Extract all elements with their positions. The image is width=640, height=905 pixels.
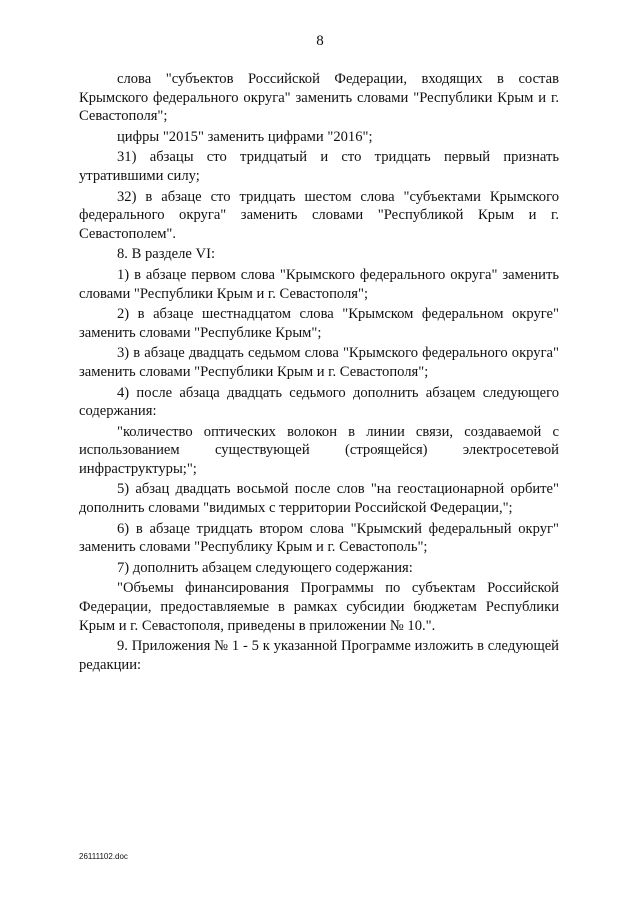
paragraph-3: 31) абзацы сто тридцатый и сто тридцать первый признать утратившими силу;: [79, 149, 559, 184]
paragraph-1: слова "субъектов Российской Федерации, входящих в состав Крымского федерального округа" заменить словами "Республики Крым и г. Севастополя";: [79, 71, 559, 125]
paragraph-4: 32) в абзаце сто тридцать шестом слова "субъектами Крымского федерального округа" заменить словами "Республикой Крым и г. Севастополем".: [79, 188, 559, 242]
paragraph-8: 3) в абзаце двадцать седьмом слова "Крымского федерального округа" заменить словами "Республики Крым и г. Севастополя";: [79, 345, 559, 380]
page-number: 8: [316, 33, 324, 49]
paragraph-13: 7) дополнить абзацем следующего содержания:: [117, 559, 413, 576]
document-file-code: 26111102.doc: [79, 852, 128, 861]
paragraph-7: 2) в абзаце шестнадцатом слова "Крымском федеральном округе" заменить словами "Республике Крым";: [79, 306, 559, 341]
paragraph-15: 9. Приложения № 1 - 5 к указанной Программе изложить в следующей редакции:: [79, 638, 559, 673]
paragraph-10: "количество оптических волокон в линии связи, создаваемой с использованием существующей (строящейся) электросетевой инфраструктуры;";: [79, 423, 559, 477]
paragraph-14: "Объемы финансирования Программы по субъектам Российской Федерации, предоставляемые в рамках субсидии бюджетам Республики Крым и г. Севастополя, приведены в приложении № 10.".: [79, 580, 559, 634]
paragraph-9: 4) после абзаца двадцать седьмого дополнить абзацем следующего содержания:: [79, 384, 559, 420]
paragraph-12: 6) в абзаце тридцать втором слова "Крымский федеральный округ" заменить словами "Республику Крым и г. Севастополь";: [79, 520, 559, 556]
paragraph-5: 8. В разделе VI:: [117, 246, 216, 263]
paragraph-6: 1) в абзаце первом слова "Крымского федерального округа" заменить словами "Республики Крым и г. Севастополя";: [79, 266, 559, 302]
paragraph-2: цифры "2015" заменить цифрами "2016";: [117, 128, 373, 145]
paragraph-11: 5) абзац двадцать восьмой после слов "на геостационарной орбите" дополнить словами "видимых с территории Российской Федерации,";: [79, 481, 559, 517]
document-body: [79, 70, 559, 676]
